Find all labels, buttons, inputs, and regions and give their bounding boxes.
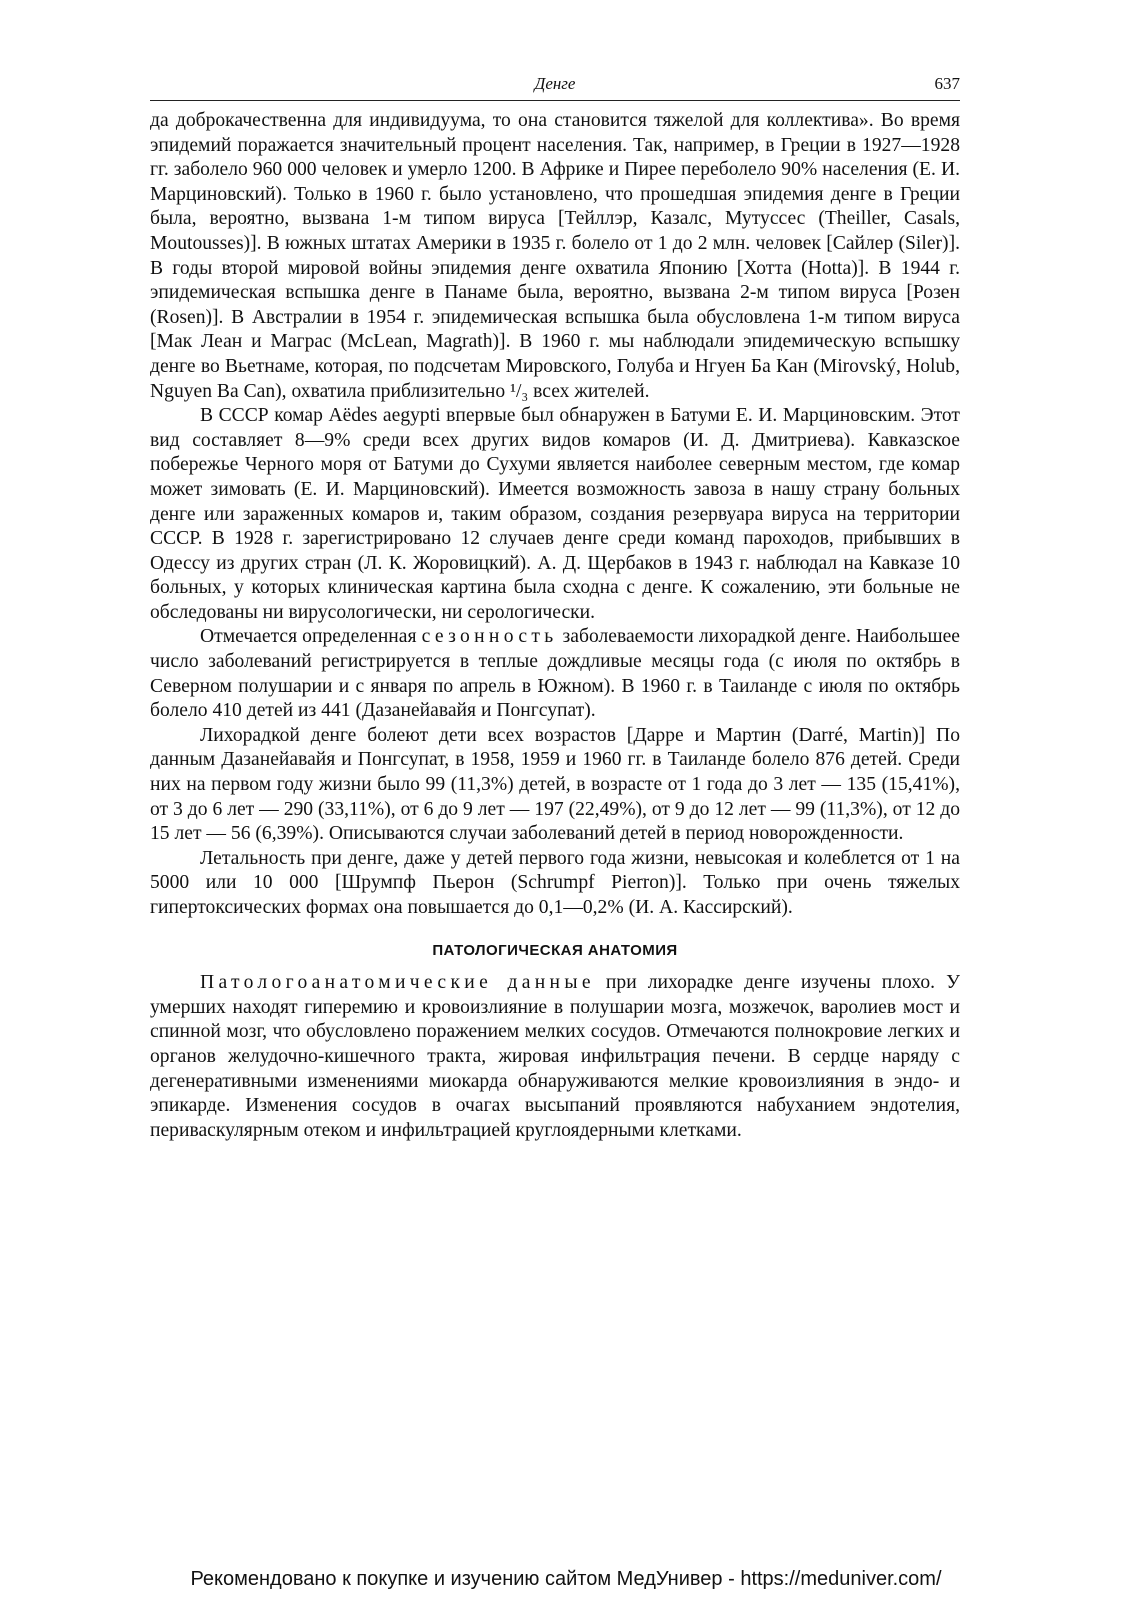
- paragraph-6: [150, 971, 960, 1143]
- paragraph-5: Летальность при денге, даже у детей первого года жизни, невысокая и колеблется от 1 на 5000 или 10 000 [Шрумпф Пьерон (Schrumpf Pierron)]. Только при очень тяжелых гипертоксических формах она повышается до 0,1—0,2% (И. А. Кассирский).: [150, 847, 960, 918]
- paragraph-2: В СССР комар Aëdes aegypti впервые был обнаружен в Батуми Е. И. Марциновским. Этот вид составляет 8—9% среди всех других видов комаров (И. Д. Дмитриева). Кавказское побережье Черного моря от Батуми до Сухуми является наиболее северным местом, где комар может зимовать (Е. И. Марциновский). Имеется возможность завоза в нашу страну больных денге или зараженных комаров и, таким образом, создания резервуара вируса на территории СССР. В 1928 г. зарегистрировано 12 случаев денге среди команд пароходов, прибывших в Одессу из других стран (Л. К. Жоровицкий). А. Д. Щербаков в 1943 г. наблюдал на Кавказе 10 больных, у которых клиническая картина была сходна с денге. К сожалению, эти больные не обследованы ни вирусологически, ни серологически.: [150, 405, 960, 623]
- section-heading: ПАТОЛОГИЧЕСКАЯ АНАТОМИЯ: [432, 941, 678, 959]
- paragraph-3: [150, 625, 960, 723]
- paragraph-3-start: Отмечается определенная: [200, 626, 422, 648]
- page-number: 637: [934, 74, 960, 93]
- paragraph-6-rest: при лихорадке денге изучены плохо. У умерших находят гиперемию и кровоизлияние в полушарии мозга, мозжечок, варолиев мост и спинной мозг, что обусловлено поражением мелких сосудов. Отмечаются полнокровие легких и органов желудочно-кишечного тракта, жировая инфильтрация печени. В сердце наряду с дегенеративными изменениями миокарда обнаруживаются мелкие кровоизлияния в эндо- и эпикарде. Изменения сосудов в очагах высыпаний проявляются набуханием эндотелия, периваскулярным отеком и инфильтрацией круглоядерными клетками.: [150, 972, 960, 1141]
- emphasized-term-pathology-data: Патологоанатомические данные: [200, 972, 595, 994]
- book-page: [150, 70, 960, 1143]
- footer-watermark: Рекомендовано к покупке и изучению сайтом МедУнивер - https://meduniver.com/: [190, 1568, 942, 1590]
- running-title: Денге: [534, 74, 576, 93]
- paragraph-3-rest: заболеваемости лихорадкой денге. Наибольшее число заболеваний регистрируется в теплые дождливые месяцы года (с июля по октябрь в Северном полушарии и с января по апрель в Южном). В 1960 г. в Таиланде с июля по октябрь болело 410 детей из 441 (Дазанейавайя и Понгсупат).: [150, 626, 960, 722]
- main-text: [150, 109, 960, 1143]
- paragraph-1: да доброкачественна для индивидуума, то она становится тяжелой для коллектива». Во время эпидемий поражается значительный процент населения. Так, например, в Греции в 1927—1928 гг. заболело 960 000 человек и умерло 1200. В Африке и Пирее переболело 90% населения (Е. И. Марциновский). Только в 1960 г. было установлено, что прошедшая эпидемия денге в Греции была, вероятно, вызвана 1-м типом вируса [Тейллэр, Казалс, Мутуссес (Theiller, Casals, Moutousses)]. В южных штатах Америки в 1935 г. болело от 1 до 2 млн. человек [Сайлер (Siler)]. В годы второй мировой войны эпидемия денге охватила Японию [Хотта (Hotta)]. В 1944 г. эпидемическая вспышка денге в Панаме была, вероятно, вызвана 2-м типом вируса [Розен (Rosen)]. В Австралии в 1954 г. эпидемическая вспышка была обусловлена 1-м типом вируса [Мак Леан и Маграс (McLean, Magrath)]. В 1960 г. мы наблюдали эпидемическую вспышку денге во Вьетнаме, которая, по подсчетам Мировского, Голуба и Нгуен Ба Кан (Mirovský, Holub, Nguyen Ba Can), охватила приблизительно ¹/₃ всех жителей.: [150, 110, 960, 402]
- emphasized-term-seasonality: сезонность: [421, 626, 558, 648]
- paragraph-4: Лихорадкой денге болеют дети всех возрастов [Дарре и Мартин (Darré, Martin)] По данным Дазанейавайя и Понгсупат, в 1958, 1959 и 1960 гг. в Таиланде болело 876 детей. Среди них на первом году жизни было 99 (11,3%) детей, в возрасте от 1 года до 3 лет — 135 (15,41%), от 3 до 6 лет — 290 (33,11%), от 6 до 9 лет — 197 (22,49%), от 9 до 12 лет — 99 (11,3%), от 12 до 15 лет — 56 (6,39%). Описываются случаи заболеваний детей в период новорожденности.: [150, 724, 960, 845]
- running-head: [150, 70, 960, 101]
